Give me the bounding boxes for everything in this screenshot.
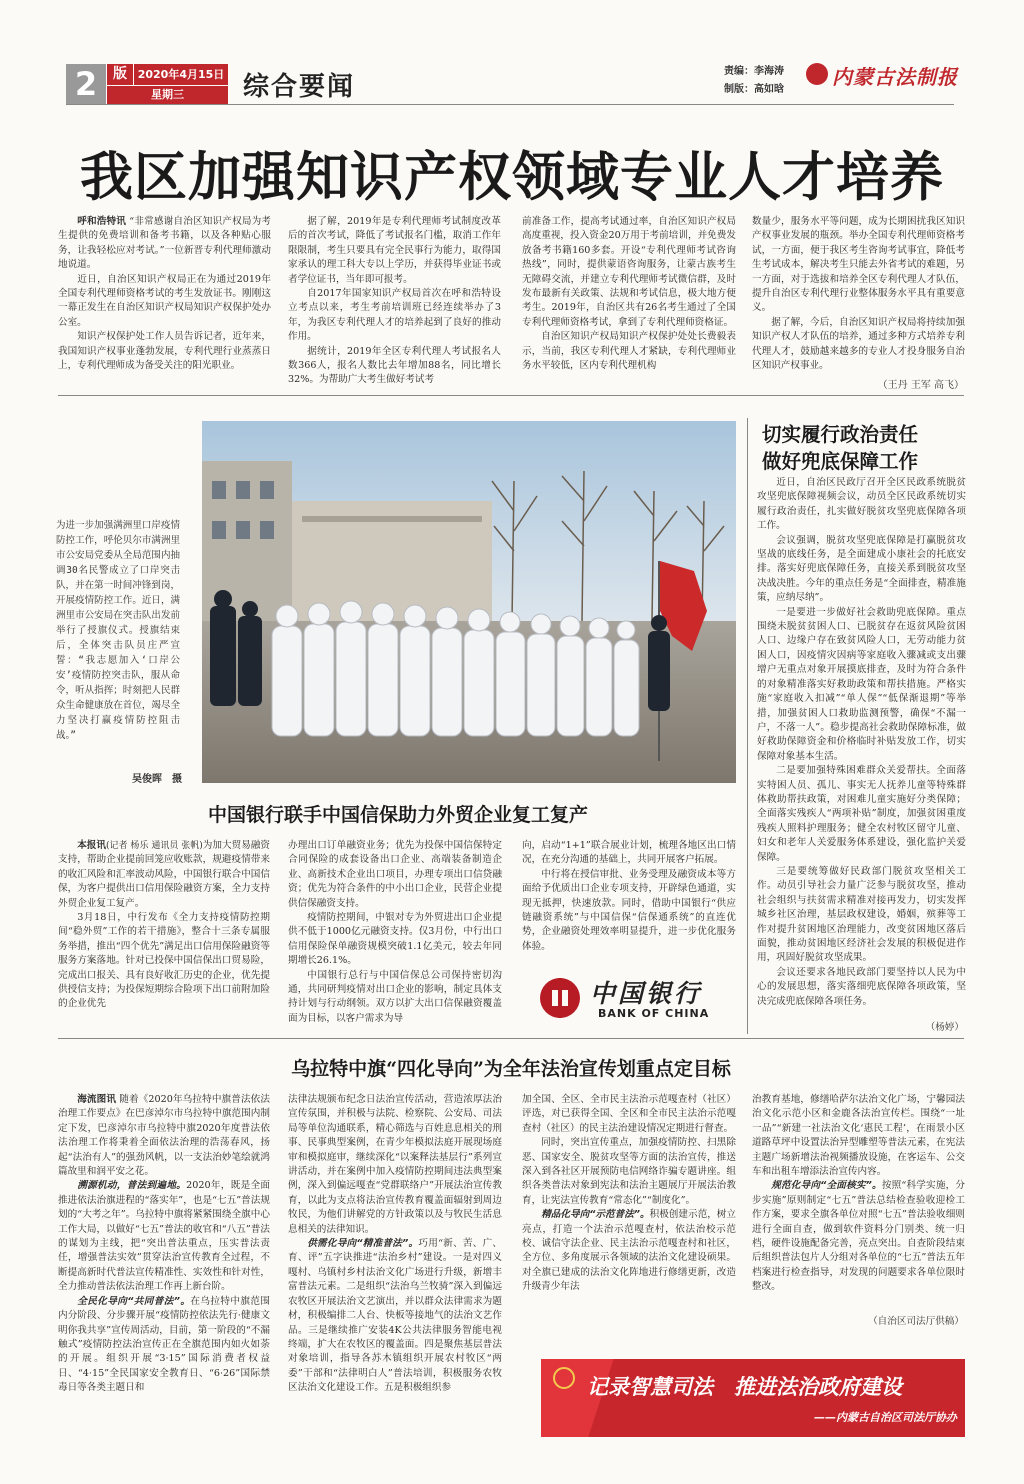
article1-col2: 据了解，2019年是专利代理师考试制度改革后的首次考试，降低了考试报名门槛，取消工作年限限制，考生只要具有完全民事行为能力，取得国家承认的理工科大专以上学历，并获得毕业证书或者学位证书，当年即可报考。 自2017年国家知识产权局首次在呼和浩特设立考点以来，考生考前培训班已经连续举办了3年，为我区专利代理人才的培养起到了良好的推动作用。 据统计，2019年全区专利代理人考试报名人数366人，报名人数比去年增加88名，同比增长32%。为帮助广大考生做好考试考	[288, 216, 501, 385]
header-rule	[66, 104, 954, 105]
article2-headline: 切实履行政治责任 做好兜底保障工作	[762, 423, 919, 473]
article1-col1: 呼和浩特讯 “非常感谢自治区知识产权局为考生提供的免费培训和备考书籍，以及各种贴心服务，让我轻松应对考试。”一位新晋专利代理师激动地说道。 近日，自治区知识产权局正在为通过2019年全国专利代理师资格考试的考生发放证书。刚刚这一幕正发生在自治区知识产权局知识产权保护处办公室。 知识产权保护处工作人员告诉记者，近年来，我国知识产权事业蓬勃发展，专利代理行业蒸蒸日上，专利代理师成为备受关注的阳光职业。	[58, 216, 271, 372]
article4-byline: （自治区司法厅供稿）	[868, 1316, 964, 1327]
article1-byline: （王丹 王军 高飞）	[877, 380, 964, 391]
emblem-icon	[553, 1367, 575, 1389]
paper-name: 内蒙古法制报	[832, 65, 958, 89]
article1-headline: 我区加强知识产权领域专业人才培养	[80, 146, 944, 208]
page-number: 2	[66, 64, 106, 104]
article4-col2: 法律法规颁布纪念日法治宣传活动，营造浓厚法治宣传氛围，并积极与法院、检察院、公安局、司法局等单位沟通联系，精心筛选与百姓息息相关的刑事、民事典型案例，在青少年模拟法庭开展现场庭审和模拟庭审，继续深化“以案释法基层行”系列宣讲活动，并在案例中加入疫情防控期间违法典型案例，深入到偏远嘎查“党群联络户”开展法治宣传教育，以此为支点将法治宣传教育覆盖面辐射到周边牧民，为他们讲解党的方针政策以及与牧民生活息息相关的法律知识。 供需化导向“精准普法”。巧用“新、苦、广、育、评”五字诀推进“法治乡村”建设。一是对四义嘎村、乌镇村乡村法治文化广场进行升级，新增丰富普法元素。二是组织“法治乌兰牧骑”深入到偏远农牧区开展法治文艺演出，并以群众法律需求为题材，积极编排二人台、快板等接地气的法治文艺作品。三是继续推广安装4K公共法律服务智能电视终端，扩大在农牧区的覆盖面。四是聚焦基层普法对象培训，指导各苏木镇组织开展农村牧区“两委”干部和“法律明白人”普法培训，积极服务农牧区法治文化建设工作。五是积极组织参	[288, 1094, 502, 1394]
news-photo	[202, 421, 736, 783]
article2-body: 近日，自治区民政厅召开全区民政系统脱贫攻坚兜底保障视频会议，动员全区民政系统切实履行政治责任，扎实做好脱贫攻坚兜底保障各项工作。 会议强调，脱贫攻坚兜底保障是打赢脱贫攻坚战的底线任务，是全面建成小康社会的托底安排。落实好兜底保障任务，直接关系到脱贫攻坚决战决胜。今年的重点任务是“全面排查，精准施策，应纳尽纳”。 一是要进一步做好社会救助兜底保障。重点围绕未脱贫贫困人口、已脱贫存在返贫风险贫困人口、边缘户存在致贫风险人口，无劳动能力贫困人口，因疫情灾因病等家庭收入骤减或支出骤增户无重点对象开展摸底排查，及时为符合条件的对象精准落实好救助政策和帮扶措施。严格实施“家庭收入扣减”“单人保”“低保渐退期”等举措，加强贫困人口救助监测预警，确保“不漏一户，不落一人”。稳步提高社会救助保障标准，做好救助保障资金和价格临时补贴发放工作，切实保障对象基本生活。 二是要加强特殊困难群众关爱帮扶。全面落实特困人员、孤儿、事实无人抚养儿童等特殊群体救助帮扶政策，对困难儿童实施好分类保障；全面落实残疾人“两项补贴”制度，加强贫困重度残疾人照料护理服务；健全农村牧区留守儿童、妇女和老年人关爱服务体系建设，强化监护关爱保障。 三是要统筹做好民政部门脱贫攻坚相关工作。动员引导社会力量广泛参与脱贫攻坚，推动社会组织与扶贫需求精准对接再发力，切实发挥城乡社区治理，基层政权建设，婚姻，殡葬等工作对提升贫困地区治理能力，改变贫困地区落后面貌，推动贫困地区经济社会发展的积极促进作用，巩固好脱贫攻坚成果。 会议还要求各地民政部门要坚持以人民为中心的发展思想，落实落细兜底保障各项政策，坚决完成兜底保障各项任务。	[757, 477, 966, 1007]
ban-label: 版	[107, 64, 133, 85]
editor-credit: 责编：李海涛	[724, 66, 784, 77]
section-title: 综合要闻	[243, 72, 356, 102]
article3-col2: 办理出口订单融资业务；优先为投保中国信保特定合同保险的成套设备出口企业、高端装备制造企业、高新技术企业出口项目，办理专项出口信贷融资；优先为符合条件的中小出口企业，民营企业提供信保融资支持。 疫情防控期间，中银对专为外贸进出口企业提供不低于1000亿元融资支持。仅3月份，中行出口信用保险保单融资规模突破1.1亿美元，较去年同期增长26.1%。 中国银行总行与中国信保总公司保持密切沟通，共同研判疫情对出口企业的影响，制定具体支持计划与行动纲领。双方以扩大出口信保融资覆盖面为目标，以客户需求为导	[288, 840, 502, 1024]
article3-headline: 中国银行联手中国信保助力外贸企业复工复产	[207, 804, 588, 826]
bank-of-china-logo	[540, 974, 730, 1026]
article4-col1: 海流图讯 随着《2020年乌拉特中旗普法依法治理工作要点》在巴彦淖尔市乌拉特中旗范围内制定下发，巴彦淖尔市乌拉特中旗2020年度普法依法治理工作将秉着全面依法治理的浩荡春风，扬起“法治有人”的强劲风帆，以一支法治妙笔绘就鸿篇故里和润平安之花。 溯源机动，普法到遍地。2020年，既是全面推进依法治旗进程的“落实年”，也是“七五”普法规划的“大考之年”。乌拉特中旗将紧紧围绕全旗中心工作大局，以做好“七五”普法的收官和“八五”普法的谋划为主线，把“突出普法重点，压实普法责任，增强普法实效”贯穿法治宣传教育全过程，不断提高新时代普法宣传精准性、实效性和针对性，全力推动普法依法治理工作再上新台阶。 全民化导向“共同普法”。在乌拉特中旗范围内分阶段、分步骤开展“疫情防控依法先行·健康文明你我共享”宣传周活动，目前，第一阶段的“不漏触式”疫情防控法治宣传正在全旗范围内如火如荼的开展。组织开展“3·15”国际消费者权益日、“4·15”全民国家安全教育日、“6·26”国际禁毒日等各类主题日和	[58, 1094, 270, 1394]
article1-col4: 数量少，服务水平等问题，成为长期困扰我区知识产权事业发展的瓶颈。举办全国专利代理师资格考试，一方面，便于我区考生咨询考试事宜，降低考生考试成本，解决考生只能去外省考试的难题，另一方面，对于选拔和培养全区专利代理人才队伍，提升自治区专利代理行业整体服务水平具有重要意义。 据了解，今后，自治区知识产权局将持续加强知识产权人才队伍的培养，通过多种方式培养专利代理人才，鼓励越来越多的专业人才投身服务自治区知识产权事业。	[752, 216, 965, 372]
paper-logo-icon	[806, 63, 828, 85]
issue-date: 2020年4月15日	[134, 64, 228, 85]
boc-emblem-icon	[540, 978, 580, 1018]
photo-caption: 为进一步加强满洲里口岸疫情防控工作，呼伦贝尔市满洲里市公安局党委从全局范围内抽调30名民警成立了口岸突击队，并在第一时间冲锋到岗，开展疫情防控工作。近日，满洲里市公安局在突击队出发前举行了授旗仪式。授旗结束后，全体突击队员庄严宣誓：“我志愿加入‘口岸公安’疫情防控突击队，服从命令，听从指挥；时刻把人民群众生命健康放在首位，竭尽全力坚决打赢疫情防控阻击战。”	[56, 520, 180, 741]
boc-name-en: BANK OF CHINA	[598, 1007, 710, 1020]
banner-main-text: 记录智慧司法 推进法治政府建设	[587, 1375, 902, 1399]
column-divider	[747, 418, 748, 1034]
promo-banner	[541, 1359, 965, 1437]
article3-col3: 向，启动“1+1”联合展业计划，梳理各地区出口情况，在充分沟通的基础上，共同开展客户拓展。 中行将在授信审批、业务受理及融资成本等方面给予优质出口企业专项支持，开辟绿色通道，实现无抵押，快速放款。同时，借助中国银行“供应链融资系统”与中国信保“信保通系统”的直连优势，企业融资处理效率明显提升，进一步优化服务体验。	[522, 840, 736, 952]
photo-credit: 吴俊晖 摄	[132, 774, 182, 785]
article3-col1: 本报讯(记者 杨乐 通讯员 张帆)为加大贸易融资支持，帮助企业提前回笼应收账款，规避疫情带来的收汇风险和汇率波动风险，中国银行联合中国信保，为客户提供出口信用保险融资方案，全力支持外贸企业复工复产。 3月18日，中行发布《全力支持疫情防控期间“稳外贸”工作的若干措施》，整合十三条专属服务举措，推出“四个优先”满足出口信用保险融资等服务方案落地。针对已投保中国信保出口贸易险，完成出口报关、具有良好收汇历史的企业，优先提供授信支持；为投保短期综合险项下出口前附加险的企业优先	[58, 840, 270, 1010]
page-header	[0, 0, 1024, 108]
article4-headline: 乌拉特中旗“四化导向”为全年法治宣传划重点定目标	[291, 1058, 731, 1080]
banner-sub-text: ——内蒙古自治区司法厅协办	[814, 1411, 957, 1424]
producer-credit: 制版：高如晗	[724, 84, 784, 95]
dateline: 呼和浩特讯	[77, 216, 127, 227]
article2-byline: （杨婷）	[925, 1022, 964, 1033]
boc-name-cn: 中国银行	[590, 979, 703, 1008]
article4-col3: 加全国、全区、全市民主法治示范嘎查村（社区）评选，对已获得全国、全区和全市民主法治示范嘎查村（社区）的民主法治建设情况定期进行督查。 同时，突出宣传重点，加强疫情防控、扫黑除恶、国家安全、脱贫攻坚等方面的法治宣传，推送深入到各社区开展预防电信网络诈骗专题讲座。组织各类普法对象到宪法和法治主题展厅开展法治教育，让宪法宣传教育“常态化”“制度化”。 精品化导向“示范普法”。积极创建示范，树立亮点，打造一个法治示范嘎查村，依法治校示范校、诚信守法企业、民主法治示范嘎查村和社区，全方位、多角度展示各领域的法治文化建设硕果。对全旗已建成的法治文化阵地进行修缮更新，改造升级青少年法	[522, 1094, 736, 1293]
issue-weekday: 星期三	[107, 86, 228, 104]
divider	[58, 395, 964, 396]
divider	[58, 1038, 964, 1039]
article4-col4: 治教育基地，修缮哈萨尔法治文化广场，宁馨园法治文化示范小区和金鹿各法治宣传栏。围绕“一址一品”“新建一社法治文化‘惠民工程’，在雨景小区道路草坪中设置法治异型雕塑等普法元素，在宪法主题广场新增法治视频播放设施，在客运车、公交车和出租车增添法治宣传内容。 规范化导向“全面核实”。按照“科学实施，分步实施”原则制定“七五”普法总结检查验收迎检工作方案，要求全旗各单位对照“七五”普法验收细则进行全面自查，做到软件资料分门别类、统一归档，硬件设施配备完善，亮点突出。自查阶段结束后组织普法包片人分组对各单位的“七五”普法五年档案进行检查指导，对发现的问题要求各单位限时整改。	[752, 1094, 965, 1293]
article1-col3: 前准备工作，提高考试通过率，自治区知识产权局高度重视，投入资金20万用于考前培训，并免费发放备考书籍160多套。开设“专利代理师考试咨询热线”，同时，提供蒙语咨询服务，让蒙古族考生无障碍交流，并建立专利代理师考试微信群，及时发布最新有关政策、法规和考试信息，极大地方便考生。2019年，自治区共有26名考生通过了全国专利代理师资格考试，拿到了专利代理师资格证。 自治区知识产权局知识产权保护处处长费毅表示，当前，我区专利代理人才紧缺，专利代理师业务水平较低，区内专利代理机构	[522, 216, 736, 372]
